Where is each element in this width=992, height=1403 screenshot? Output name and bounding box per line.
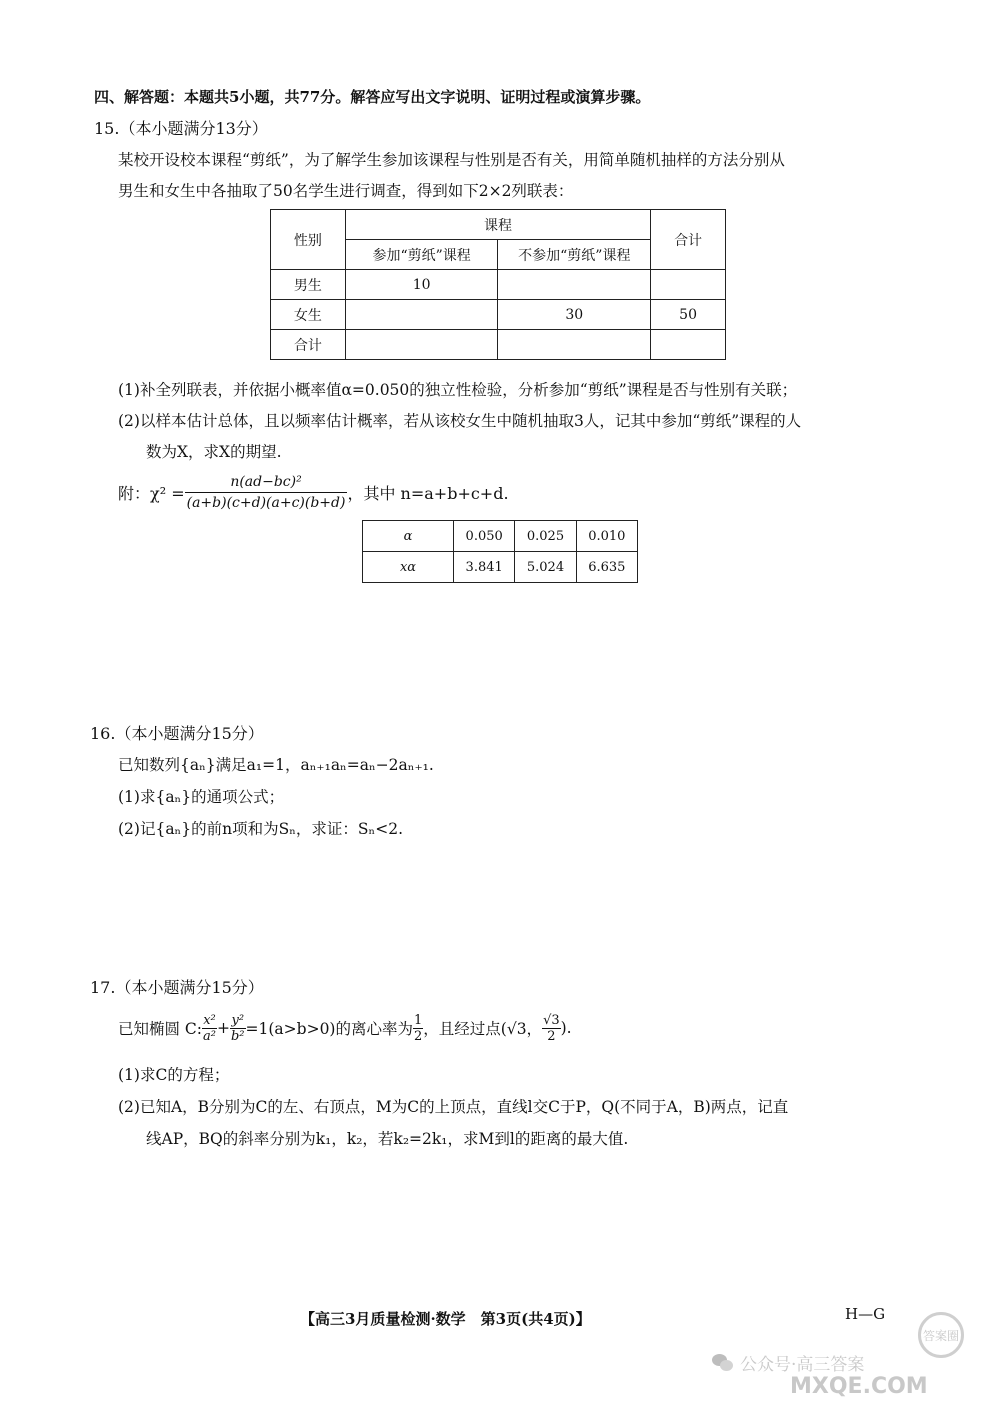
x2-over-a2 <box>202 1013 217 1044</box>
formula-denominator: (a+b)(c+d)(a+c)(b+d) <box>186 494 346 511</box>
formula-fraction <box>185 472 348 513</box>
crit-cell: 0.025 <box>515 521 576 552</box>
y2-over-b2 <box>230 1013 246 1044</box>
cell-join: 10 <box>345 270 498 300</box>
q16-line1: 已知数列{aₙ}满足a₁=1，aₙ₊₁aₙ=aₙ−2aₙ₊₁. <box>118 756 434 774</box>
q16-line3: (2)记{aₙ}的前n项和为Sₙ，求证：Sₙ<2. <box>118 820 404 838</box>
y2: y² <box>231 1012 245 1028</box>
q17-line1-mid: =1(a>b>0)的离心率为 <box>245 1020 413 1038</box>
table-row-female <box>271 300 726 330</box>
q17-line1 <box>118 1008 572 1048</box>
q17-line2: (1)求C的方程； <box>118 1066 230 1084</box>
wechat-icon <box>712 1354 734 1372</box>
row-label: 男生 <box>271 270 346 300</box>
cell-join <box>345 300 498 330</box>
q15-text-line2: 男生和女生中各抽取了50名学生进行调查，得到如下2×2列联表： <box>118 182 574 200</box>
table-row-total <box>271 330 726 360</box>
critical-value-table <box>362 520 638 583</box>
cell-notjoin <box>498 330 651 360</box>
watermark-site: MXQE.COM <box>790 1374 928 1399</box>
table-row-male <box>271 270 726 300</box>
crit-cell: 5.024 <box>515 552 576 583</box>
sqrt3-over-2 <box>542 1013 561 1044</box>
crit-cell: 6.635 <box>576 552 637 583</box>
chi-square-formula <box>118 470 509 514</box>
q17-line3: (2)已知A，B分别为C的左、右顶点，M为C的上顶点，直线l交C于P，Q(不同于A，B)两点，记直 <box>118 1098 789 1116</box>
cell-total <box>651 330 726 360</box>
two: 2 <box>547 1028 556 1044</box>
q15-text-line1: 某校开设校本课程“剪纸”，为了解学生参加该课程与性别是否有关，用简单随机抽样的方法分别从 <box>118 151 785 169</box>
q17-line1-end: ). <box>560 1019 572 1037</box>
th-join: 参加“剪纸”课程 <box>345 240 498 270</box>
footer-center: 【高三3月质量检测·数学 第3页(共4页)】 <box>300 1310 591 1328</box>
q16-line2: (1)求{aₙ}的通项公式； <box>118 788 285 806</box>
b2: b² <box>230 1028 245 1044</box>
a2: a² <box>203 1028 216 1044</box>
q16-header: 16.（本小题满分15分） <box>90 724 264 743</box>
crit-cell: 0.050 <box>454 521 515 552</box>
row-label: 合计 <box>271 330 346 360</box>
watermark-logo <box>918 1312 964 1358</box>
half-num: 1 <box>413 1012 423 1028</box>
th-gender: 性别 <box>271 210 346 270</box>
cell-total: 50 <box>651 300 726 330</box>
watermark-account-text: 公众号·高三答案 <box>740 1355 865 1375</box>
q17-line1-point: ，且经过点(√3， <box>423 1020 543 1038</box>
plus-sign: + <box>216 1019 230 1037</box>
q15-part1: (1)补全列联表，并依据小概率值α=0.050的独立性检验，分析参加“剪纸”课程是否与性别有关联； <box>118 381 798 399</box>
q17-line1-prefix: 已知椭圆 C: <box>118 1020 203 1038</box>
q15-header: 15.（本小题满分13分） <box>94 119 268 138</box>
formula-suffix: ，其中 n=a+b+c+d. <box>347 483 509 503</box>
th-course: 课程 <box>345 210 650 240</box>
cell-notjoin <box>498 270 651 300</box>
crit-row-x-label: xα <box>363 552 454 583</box>
q17-header: 17.（本小题满分15分） <box>90 978 264 997</box>
x2: x² <box>203 1012 216 1028</box>
th-total: 合计 <box>651 210 726 270</box>
cell-total <box>651 270 726 300</box>
q17-line4: 线AP，BQ的斜率分别为k₁，k₂，若k₂=2k₁，求M到l的距离的最大值. <box>146 1130 629 1148</box>
contingency-table <box>270 209 726 360</box>
one-half <box>413 1013 423 1044</box>
q15-part2-line2: 数为X，求X的期望. <box>146 443 282 461</box>
crit-cell: 0.010 <box>576 521 637 552</box>
half-den: 2 <box>413 1028 423 1044</box>
crit-cell: 3.841 <box>454 552 515 583</box>
th-notjoin: 不参加“剪纸”课程 <box>498 240 651 270</box>
watermark-logo-text: 答案圈 <box>922 1328 959 1343</box>
crit-row-alpha-label: α <box>363 521 454 552</box>
q15-part2-line1: (2)以样本估计总体，且以频率估计概率，若从该校女生中随机抽取3人，记其中参加“剪纸”课程的人 <box>118 412 802 430</box>
footer-code: H—G <box>845 1305 886 1323</box>
formula-numerator: n(ad−bc)² <box>185 472 348 493</box>
watermark-account <box>712 1350 864 1375</box>
cell-join <box>345 330 498 360</box>
section-title: 四、解答题：本题共5小题，共77分。解答应写出文字说明、证明过程或演算步骤。 <box>94 88 651 106</box>
formula-prefix: 附：χ² = <box>118 483 185 503</box>
row-label: 女生 <box>271 300 346 330</box>
sqrt3: √3 <box>543 1012 560 1028</box>
cell-notjoin: 30 <box>498 300 651 330</box>
